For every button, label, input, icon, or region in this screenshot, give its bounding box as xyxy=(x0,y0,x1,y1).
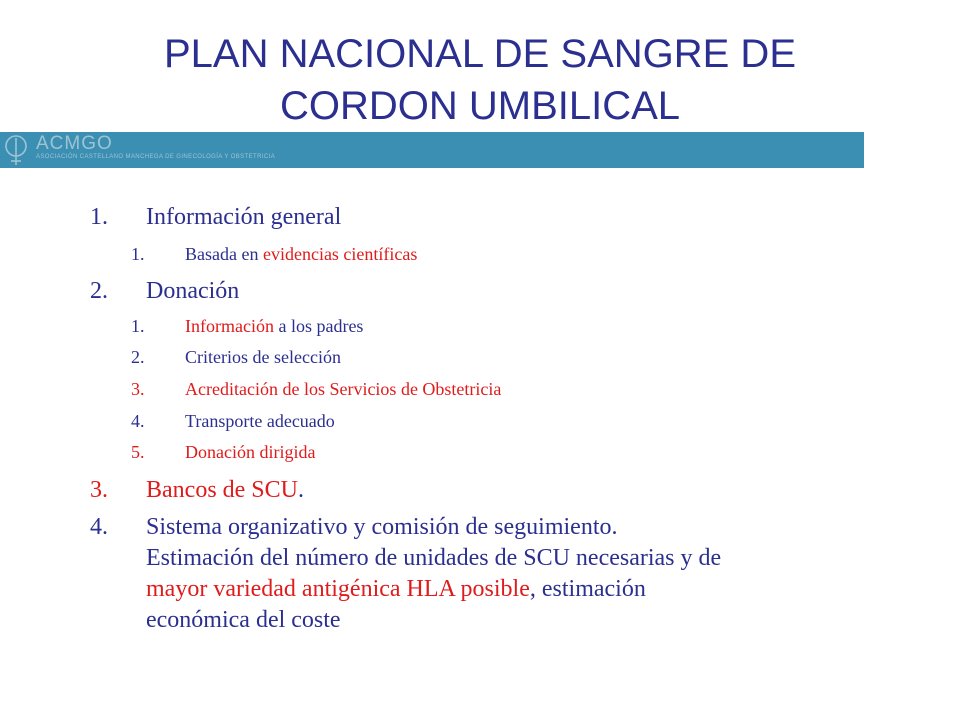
item-highlight: mayor variedad antigénica HLA posible xyxy=(146,576,530,602)
item-number: 1. xyxy=(90,204,108,230)
subitem-highlight: Información xyxy=(185,316,274,336)
subitem-number: 1. xyxy=(131,244,145,264)
item-text-line-2: Estimación del número de unidades de SCU necesarias y de xyxy=(146,545,722,571)
item-highlight: Bancos de SCU xyxy=(146,477,298,503)
item-text-line-4: económica del coste xyxy=(146,607,341,633)
subitem-text: Criterios de selección xyxy=(185,347,341,367)
item-number: 2. xyxy=(90,278,108,304)
subitem-highlight: Donación dirigida xyxy=(185,442,316,462)
subitem-highlight: Acreditación de los Servicios de Obstetricia xyxy=(185,379,502,399)
subitem-text: Transporte adecuado xyxy=(185,411,335,431)
item-text: Información general xyxy=(146,204,342,230)
subitem-number: 5. xyxy=(131,442,145,462)
subitem-highlight: evidencias científicas xyxy=(262,244,418,264)
item-text: . xyxy=(298,477,304,503)
subitem-text: Basada en xyxy=(185,244,263,264)
item-text-line-1: Sistema organizativo y comisión de seguimiento. xyxy=(146,514,618,540)
banner-org-name: ACMGO xyxy=(36,133,113,154)
item-text: Donación xyxy=(146,278,240,304)
item-number: 3. xyxy=(90,477,108,503)
item-text-line-3: , estimación xyxy=(529,576,646,602)
slide-title: PLAN NACIONAL DE SANGRE DE CORDON UMBILICAL xyxy=(163,32,796,128)
subitem-number: 2. xyxy=(131,347,145,367)
item-number: 4. xyxy=(90,514,108,540)
subitem-number: 1. xyxy=(131,316,145,336)
banner-org-subtitle: ASOCIACIÓN CASTELLANO MANCHEGA DE GINECOLOGÍA Y OBSTETRICIA xyxy=(36,154,276,160)
subitem-number: 4. xyxy=(131,411,145,431)
subitem-text: a los padres xyxy=(273,316,364,336)
subitem-number: 3. xyxy=(131,379,145,399)
